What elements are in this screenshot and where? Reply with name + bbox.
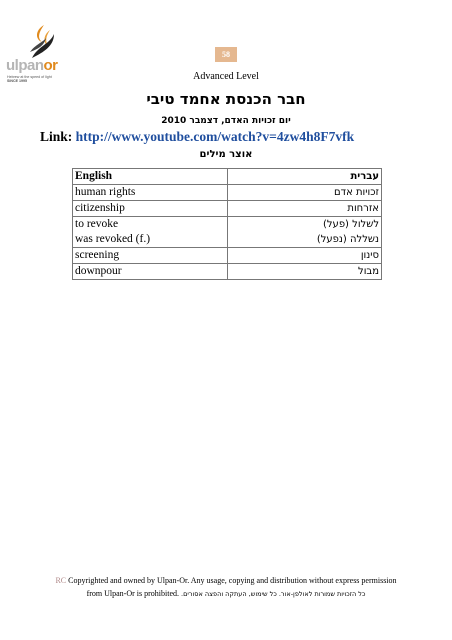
copyright-english: from Ulpan-Or is prohibited. xyxy=(86,589,180,598)
hebrew-term-line: לשלול (פעל) xyxy=(322,219,379,230)
copyright-line-2 xyxy=(0,587,452,601)
english-term-line: was revoked (f.) xyxy=(75,233,151,245)
copyright-line-1: Copyrighted and owned by Ulpan-Or. Any usage, copying and distribution without express permission xyxy=(68,576,397,585)
table-row xyxy=(73,201,382,217)
level-label: Advanced Level xyxy=(193,71,259,82)
english-term-line: to revoke xyxy=(75,218,119,230)
english-term: screening xyxy=(73,248,228,264)
hebrew-term xyxy=(227,217,382,248)
logo-tagline: Hebrew at the speed of light SINCE 1995 xyxy=(7,75,52,84)
hebrew-term: זכויות אדם xyxy=(227,185,382,201)
flame-logo-icon xyxy=(28,24,58,60)
hebrew-term: מבול xyxy=(227,264,382,280)
page-title: חבר הכנסת אחמד טיבי xyxy=(146,90,306,108)
vocabulary-heading: אוצר מילים xyxy=(199,149,253,160)
link-label: Link: xyxy=(40,129,73,144)
hebrew-term: אזרחות xyxy=(227,201,382,217)
logo-wordmark: ulpanor xyxy=(6,57,58,74)
table-row xyxy=(73,217,382,248)
column-header-hebrew: עברית xyxy=(227,169,382,185)
vocabulary-table xyxy=(72,168,382,280)
table-header-row xyxy=(73,169,382,185)
hebrew-term-line: נשללה (נפעל) xyxy=(316,234,379,245)
page-subtitle: יום זכויות האדם, דצמבר 2010 xyxy=(161,116,291,126)
english-term: human rights xyxy=(73,185,228,201)
copyright-hebrew: כל הזכויות שמורות לאולפן-אור. כל שימוש, העתקה והפצה אסורים. xyxy=(181,590,366,598)
english-term: citizenship xyxy=(73,201,228,217)
english-term xyxy=(73,217,228,248)
table-row xyxy=(73,264,382,280)
english-term: downpour xyxy=(73,264,228,280)
rc-mark: RC xyxy=(55,576,67,585)
table-row xyxy=(73,185,382,201)
hebrew-term: סינון xyxy=(227,248,382,264)
column-header-english: English xyxy=(73,169,228,185)
table-row xyxy=(73,248,382,264)
copyright-footer xyxy=(0,574,452,601)
video-link[interactable]: http://www.youtube.com/watch?v=4zw4h8F7vfk xyxy=(75,129,355,144)
video-link-line xyxy=(40,129,354,145)
page-number-badge: 58 xyxy=(215,47,237,62)
